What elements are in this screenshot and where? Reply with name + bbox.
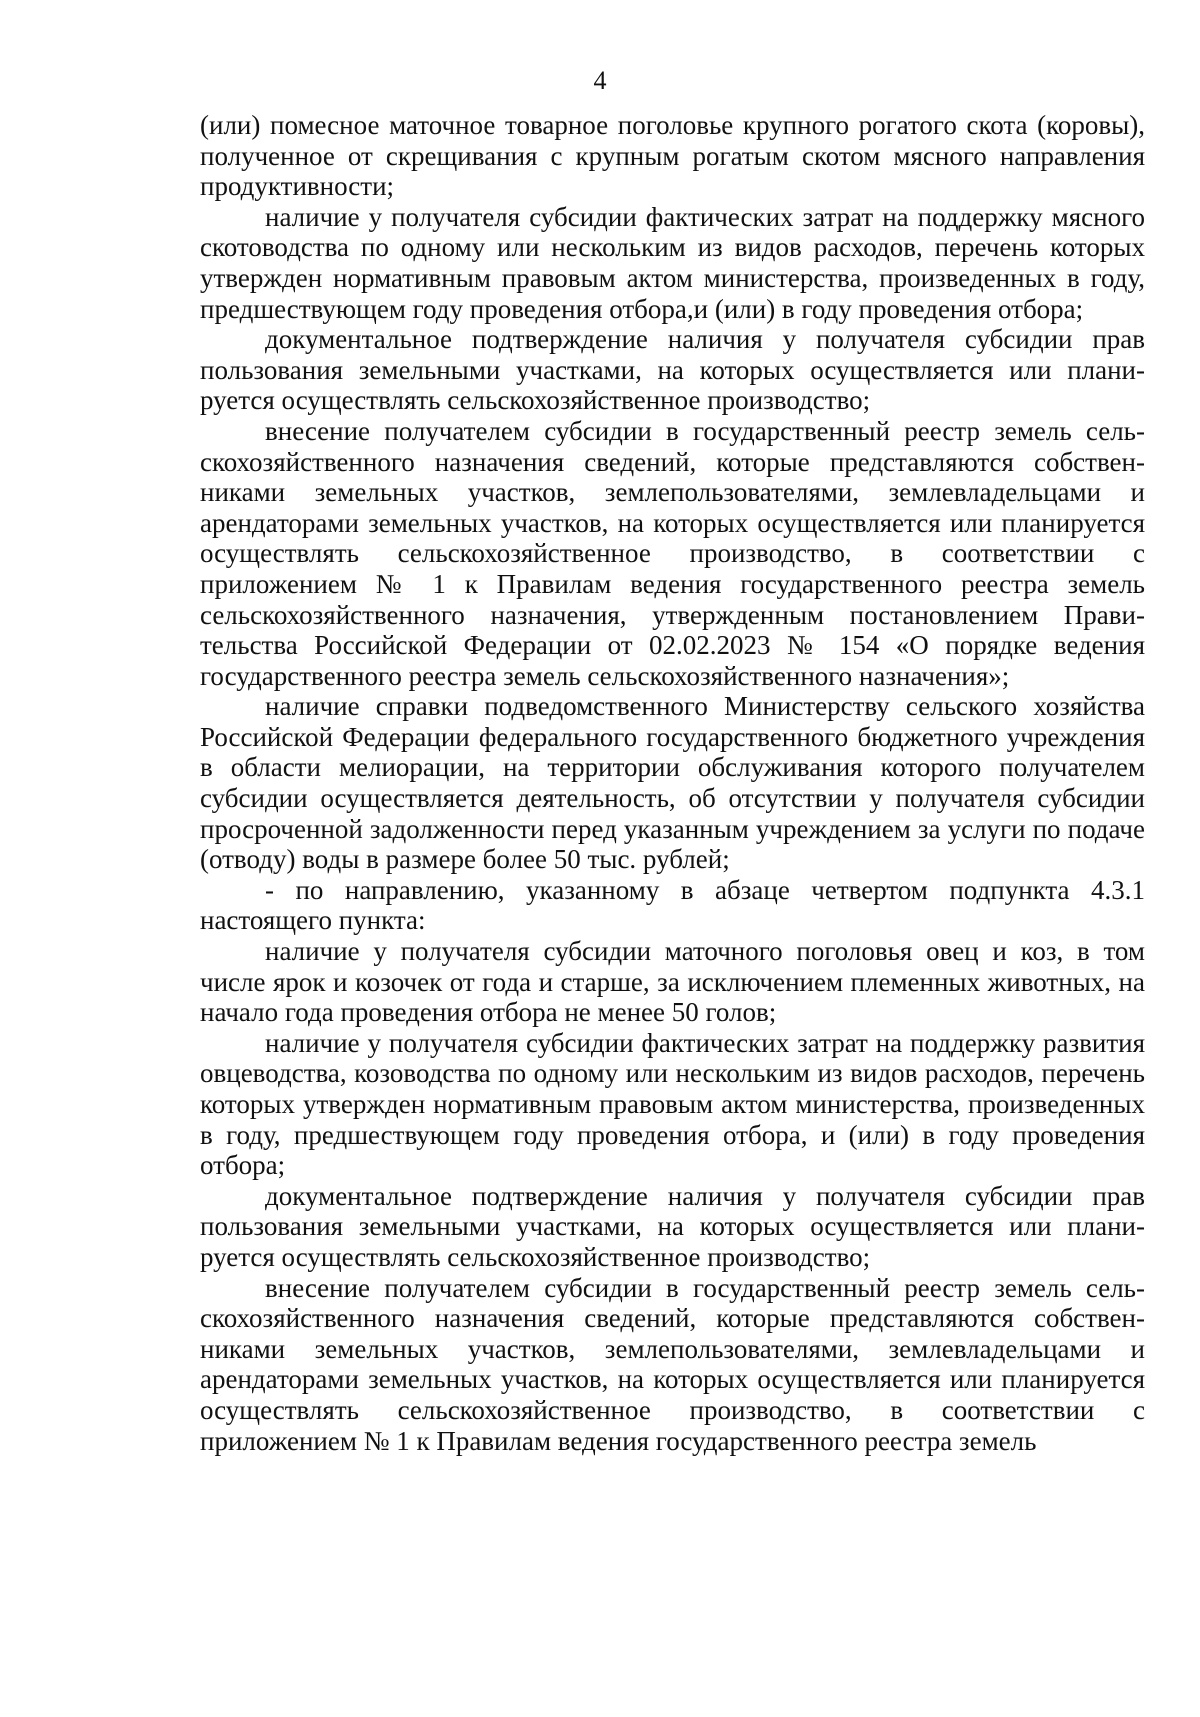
paragraph-land-registry-2: внесение получателем субсидии в государственный реестр земель сельскохозяйственного назначения сведений, которые представляются собственниками земельных участков, землепользователями, землевладельцами и арендаторами земельных участков, на которых осуществляется или планируется осуществлять сельскохозяйственное производство, в соответствии с приложением № 1 к Правилам ведения государственного реестра земель — [200, 1272, 1145, 1456]
paragraph-continuation: (или) помесное маточное товарное поголовье крупного рогатого скота (коровы), полученное от скрещивания с крупным рогатым скотом мясного направления продуктивности; — [200, 110, 1145, 202]
paragraph-land-rights: документальное подтверждение наличия у получателя субсидии прав пользования земельными участками, на которых осуществляется или планируется осуществлять сельскохозяйственное производство; — [200, 324, 1145, 416]
document-body — [200, 110, 1145, 1456]
paragraph-costs-sheep-goats: наличие у получателя субсидии фактических затрат на поддержку развития овцеводства, козоводства по одному или нескольким из видов расходов, перечень которых утвержден нормативным правовым актом министерства, произведенных в году, предшествующем году проведения отбора, и (или) в году проведения отбора; — [200, 1027, 1145, 1181]
paragraph-sheep-goats-livestock: наличие у получателя субсидии маточного поголовья овец и коз, в том числе ярок и козочек от года и старше, за исключением племенных животных, на начало года проведения отбора не менее 50 голов; — [200, 936, 1145, 1028]
paragraph-land-rights-2: документальное подтверждение наличия у получателя субсидии прав пользования земельными участками, на которых осуществляется или планируется осуществлять сельскохозяйственное производство; — [200, 1180, 1145, 1272]
paragraph-land-registry: внесение получателем субсидии в государственный реестр земель сельскохозяйственного назначения сведений, которые представляются собственниками земельных участков, землепользователями, землевладельцами и арендаторами земельных участков, на которых осуществляется или планируется осуществлять сельскохозяйственное производство, в соответствии с приложением № 1 к Правилам ведения государственного реестра земель сельскохозяйственного назначения, утвержденным постановлением Правительства Российской Федерации от 02.02.2023 № 154 «О порядке ведения государственного реестра земель сельскохозяйственного назначения»; — [200, 415, 1145, 691]
paragraph-direction-header: - по направлению, указанному в абзаце четвертом подпункта 4.3.1 настоящего пункта: — [200, 874, 1145, 936]
page-number: 4 — [593, 66, 607, 95]
paragraph-costs-beef-cattle: наличие у получателя субсидии фактических затрат на поддержку мясного скотоводства по одному или нескольким из видов расходов, перечень которых утвержден нормативным правовым актом министерства, произведенных в году, предшествующем году проведения отбора,и (или) в году проведения отбора; — [200, 201, 1145, 324]
paragraph-melioration-certificate: наличие справки подведомственного Министерству сельского хозяйства Российской Федерации федерального государственного бюджетного учреждения в области мелиорации, на территории обслуживания которого получателем субсидии осуществляется деятельность, об отсутствии у получателя субсидии просроченной задолженности перед указанным учреждением за услуги по подаче (отводу) воды в размере более 50 тыс. рублей; — [200, 691, 1145, 875]
